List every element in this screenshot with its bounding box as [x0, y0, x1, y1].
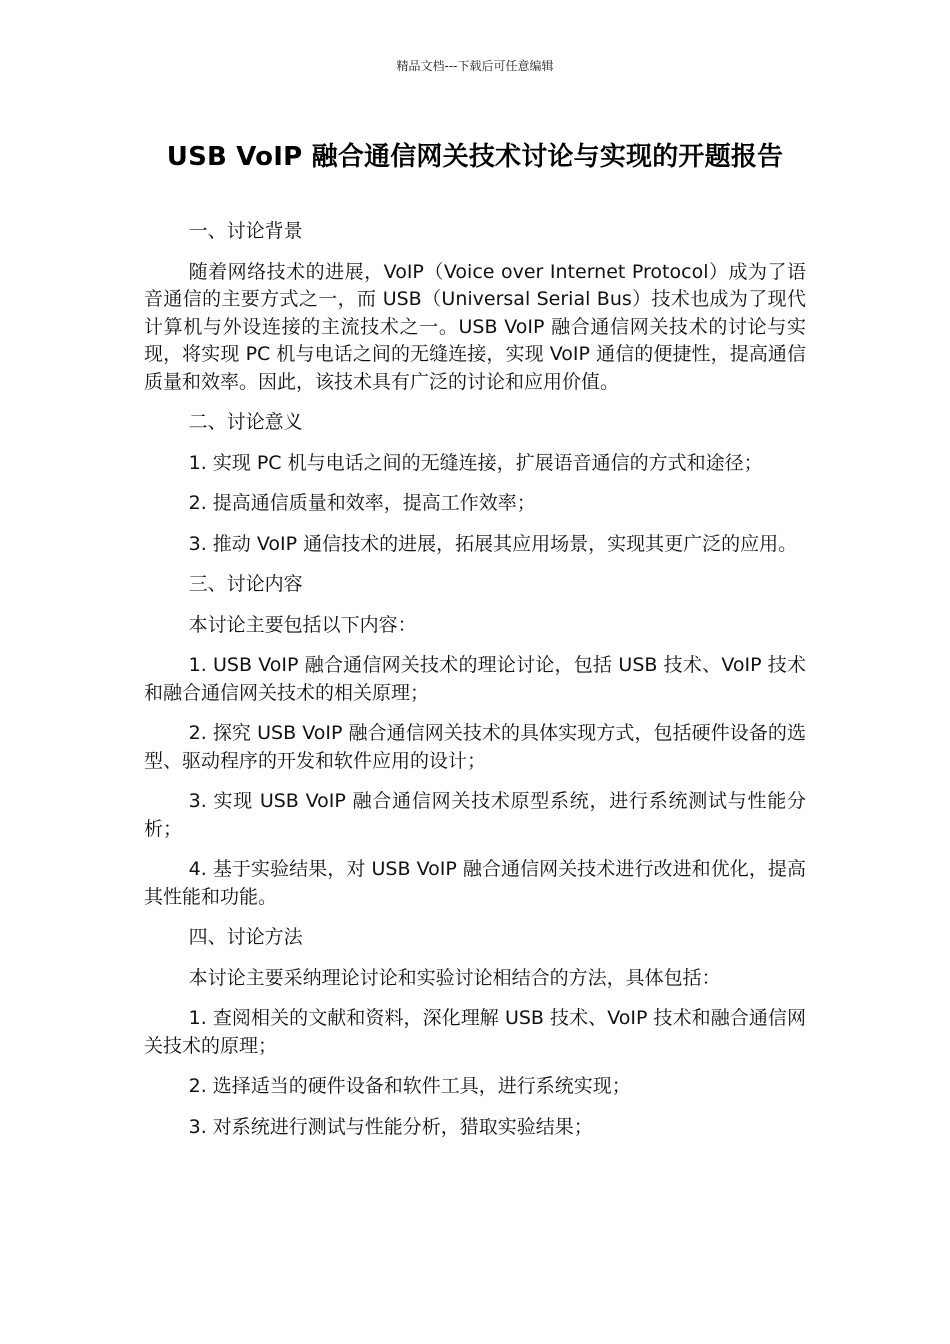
section-background [144, 218, 806, 396]
body-paragraph: 本讨论主要采纳理论讨论和实验讨论相结合的方法，具体包括： [188, 966, 721, 989]
document-title: USB VoIP 融合通信网关技术讨论与实现的开题报告 [166, 142, 784, 172]
section-heading: 一、讨论背景 [188, 220, 303, 242]
section-methods [144, 924, 806, 1141]
list-item: 3. 对系统进行测试与性能分析，猎取实验结果； [188, 1115, 593, 1138]
section-significance [144, 409, 806, 558]
section-heading: 三、讨论内容 [188, 573, 303, 595]
list-item: 1. 实现 PC 机与电话之间的无缝连接，扩展语音通信的方式和途径； [188, 451, 763, 474]
list-item: 1. 查阅相关的文献和资料，深化理解 USB 技术、VoIP 技术和融合通信网关技术的原理； [144, 1007, 806, 1057]
section-heading: 四、讨论方法 [188, 926, 303, 948]
list-item: 2. 提高通信质量和效率，提高工作效率； [188, 492, 536, 514]
list-item: 4. 基于实验结果，对 USB VoIP 融合通信网关技术进行改进和优化，提高其性能和功能。 [144, 858, 806, 908]
section-content [144, 571, 806, 911]
page-header-note: 精品文档---下载后可任意编辑 [396, 59, 554, 73]
list-item: 2. 选择适当的硬件设备和软件工具，进行系统实现； [188, 1075, 631, 1097]
list-item: 2. 探究 USB VoIP 融合通信网关技术的具体实现方式，包括硬件设备的选型、驱动程序的开发和软件应用的设计； [144, 722, 806, 772]
document-body [144, 218, 806, 1154]
list-item: 3. 推动 VoIP 通信技术的进展，拓展其应用场景，实现其更广泛的应用。 [188, 532, 798, 555]
list-item: 3. 实现 USB VoIP 融合通信网关技术原型系统，进行系统测试与性能分析； [144, 790, 806, 840]
section-heading: 二、讨论意义 [188, 411, 303, 433]
body-paragraph: 随着网络技术的进展，VoIP（Voice over Internet Protocol）成为了语音通信的主要方式之一，而 USB（Universal Serial Bus）技术也成为了现代计算机与外设连接的主流技术之一。USB VoIP 融合通信网关技术的讨论与实现，将实现 PC 机与电话之间的无缝连接，实现 VoIP 通信的便捷性，提高通信质量和效率。因此，该技术具有广泛的讨论和应用价值。 [144, 260, 806, 393]
list-item: 1. USB VoIP 融合通信网关技术的理论讨论，包括 USB 技术、VoIP 技术和融合通信网关技术的相关原理； [144, 654, 806, 704]
body-paragraph: 本讨论主要包括以下内容： [188, 613, 417, 636]
